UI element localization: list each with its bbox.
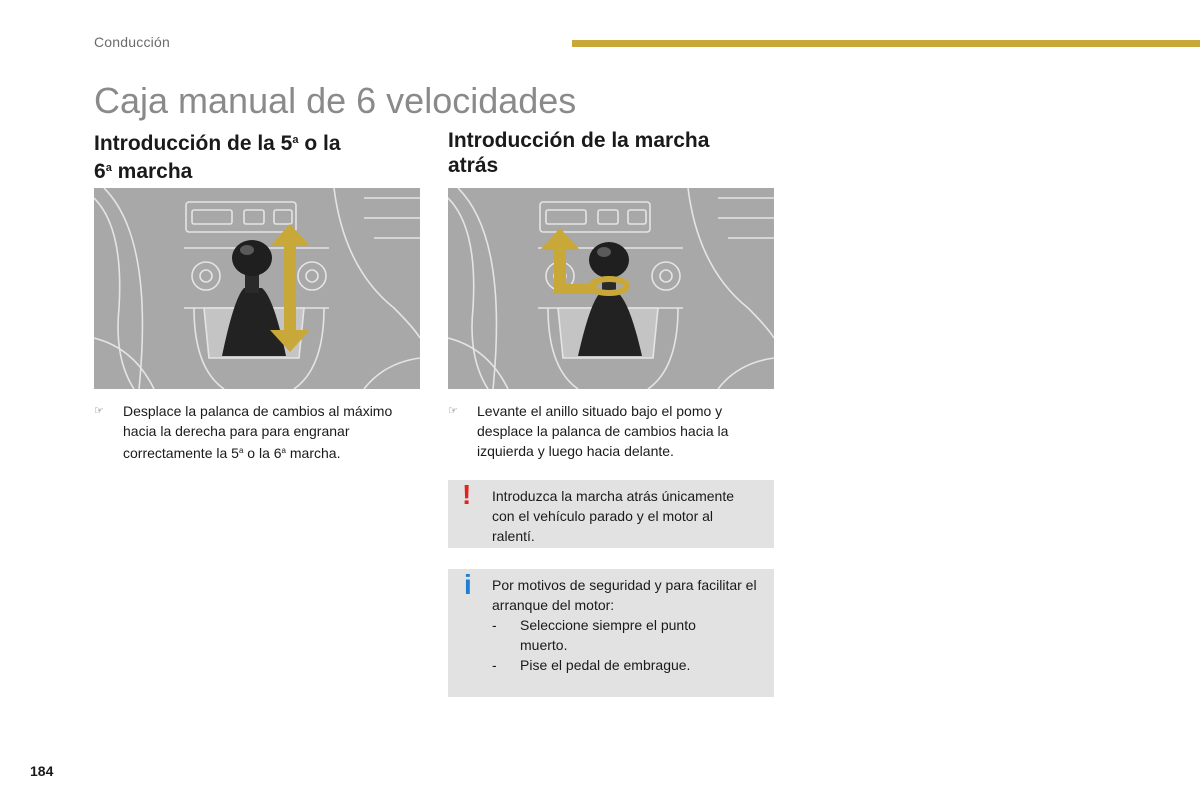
info-list-item: - Pise el pedal de embrague. [492,657,691,673]
gear-shift-up-down-figure [94,188,420,389]
heading-fifth-sixth-gear: Introducción de la 5$^a$ o la 6$^a$ marcha [94,132,341,183]
heading-reverse-gear: Introducción de la marcha atrás [448,129,710,177]
warning-note: ! Introduzca la marcha atrás únicamente con el vehículo parado y el motor al ralentí. [448,480,774,548]
gear-shift-up-down-icon [94,188,420,389]
hand-pointer-icon: ☞ [448,405,458,417]
hand-pointer-icon: ☞ [94,405,104,417]
gear-shift-reverse-figure [448,188,774,389]
info-note: i Por motivos de seguridad y para facilitar el arranque del motor: - Seleccione siempre el punto muerto. - Pise el pedal de embrague. [448,569,774,697]
instruction-reverse-gear: ☞ Levante el anillo situado bajo el pomo y desplace la palanca de cambios hacia la izquierda y luego hacia delante. [448,403,729,459]
instruction-fifth-sixth-gear: ☞ Desplace la palanca de cambios al máximo hacia la derecha para para engranar correctamente la 5$^a$ o la 6$^a$ marcha. [94,403,393,461]
section-label: Conducción [94,34,170,50]
page-title: Caja manual de 6 velocidades [94,80,577,121]
info-list-item: - Seleccione siempre el punto muerto. [492,617,696,653]
info-icon: i [464,569,472,600]
header-accent-bar [572,40,1200,47]
page-number: 184 [30,763,54,779]
warning-icon: ! [462,479,472,510]
gear-shift-reverse-icon [448,188,774,389]
